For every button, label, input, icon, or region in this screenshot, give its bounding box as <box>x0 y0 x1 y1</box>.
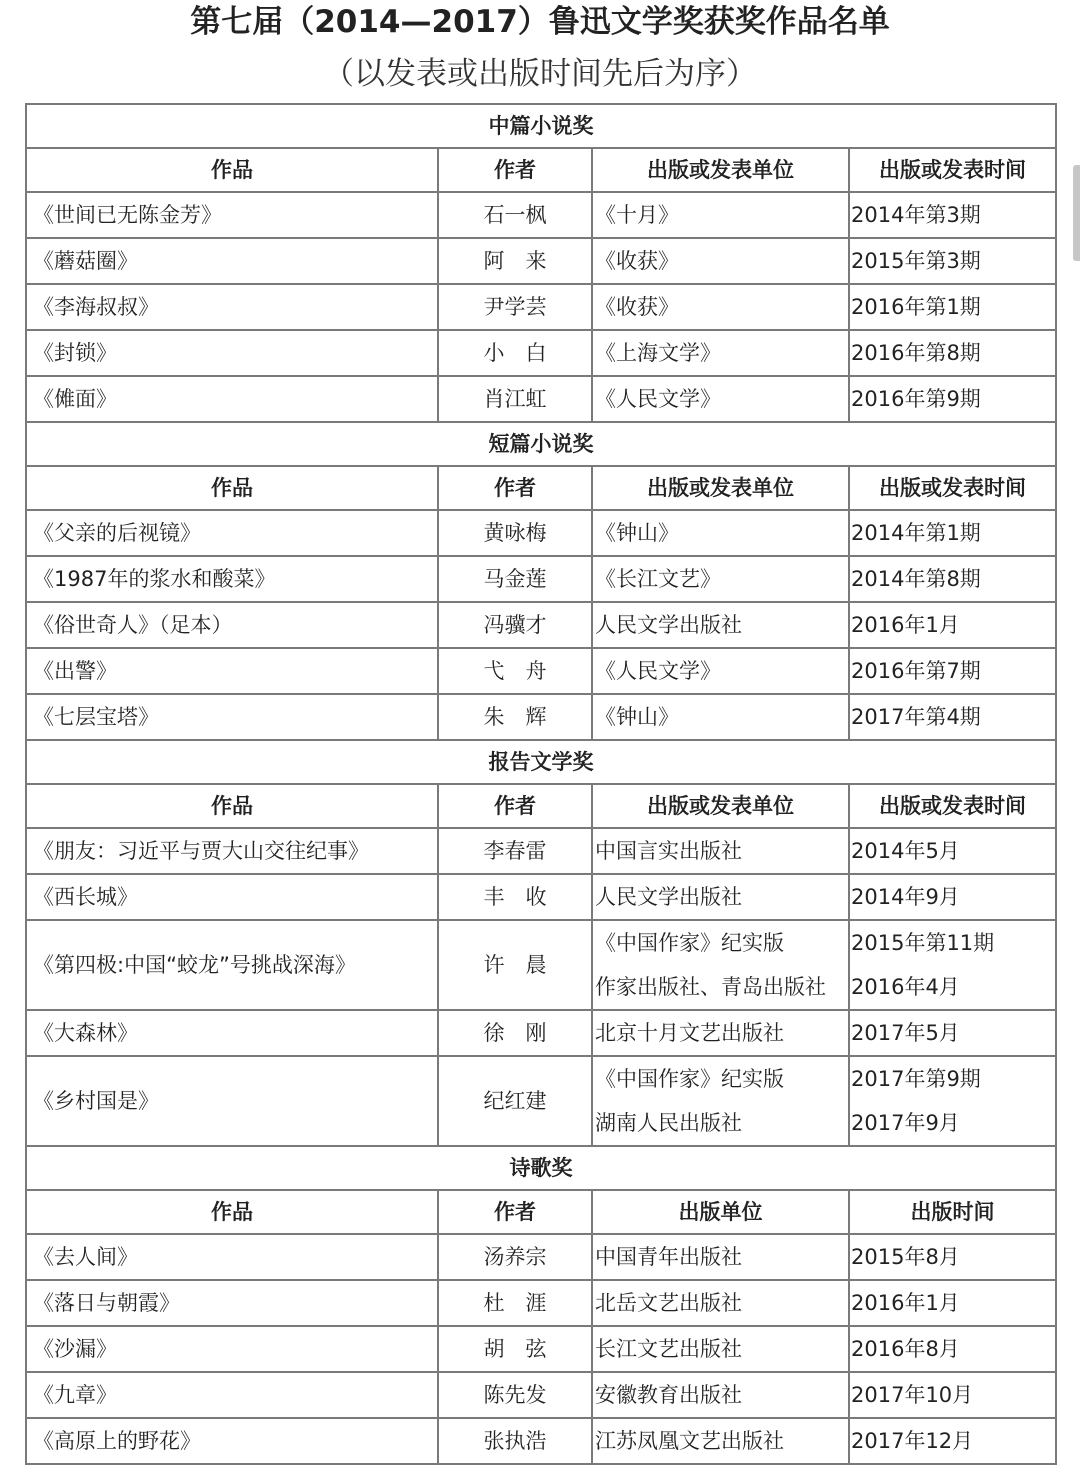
table-row <box>26 238 1056 284</box>
publisher-name: 江苏凤凰文艺出版社 <box>595 1429 784 1453</box>
table-row <box>26 648 1056 694</box>
column-header-row <box>26 466 1056 510</box>
author-name: 朱 辉 <box>438 694 592 740</box>
publisher-name: 安徽教育出版社 <box>595 1383 742 1407</box>
publish-time-cell <box>849 1010 1056 1056</box>
awards-table-body <box>26 104 1056 1464</box>
publisher-name: 《收获》 <box>595 249 679 273</box>
awards-table <box>25 103 1057 1465</box>
column-header-row <box>26 148 1056 192</box>
header-time: 出版时间 <box>849 1190 1056 1234</box>
table-row <box>26 510 1056 556</box>
header-author: 作者 <box>438 1190 592 1234</box>
table-row <box>26 1372 1056 1418</box>
publisher-name: 湖南人民出版社 <box>595 1111 742 1135</box>
publish-time-cell <box>849 192 1056 238</box>
publish-time: 2016年第9期 <box>851 387 981 411</box>
publish-time-cell <box>849 330 1056 376</box>
publisher-name: 作家出版社、青岛出版社 <box>595 975 826 999</box>
publisher-cell <box>592 510 849 556</box>
work-title: 《封锁》 <box>26 330 438 376</box>
publish-time: 2015年第3期 <box>851 249 981 273</box>
header-publisher: 出版或发表单位 <box>592 466 849 510</box>
publisher-cell <box>592 648 849 694</box>
publisher-name: 北京十月文艺出版社 <box>595 1021 784 1045</box>
publish-time: 2014年第8期 <box>851 567 981 591</box>
publish-time-cell <box>849 602 1056 648</box>
work-title: 《第四极:中国“蛟龙”号挑战深海》 <box>26 920 438 1010</box>
publisher-name: 《收获》 <box>595 295 679 319</box>
table-row <box>26 376 1056 422</box>
publisher-name: 北岳文艺出版社 <box>595 1291 742 1315</box>
header-time: 出版或发表时间 <box>849 148 1056 192</box>
section-title: 短篇小说奖 <box>26 422 1056 466</box>
work-title: 《沙漏》 <box>26 1326 438 1372</box>
author-name: 胡 弦 <box>438 1326 592 1372</box>
publisher-name: 《长江文艺》 <box>595 567 721 591</box>
publish-time: 2016年4月 <box>851 975 960 999</box>
work-title: 《落日与朝霞》 <box>26 1280 438 1326</box>
publisher-cell <box>592 1010 849 1056</box>
publish-time-cell <box>849 284 1056 330</box>
publish-time: 2016年8月 <box>851 1337 960 1361</box>
publisher-cell <box>592 1418 849 1464</box>
table-row <box>26 556 1056 602</box>
header-author: 作者 <box>438 148 592 192</box>
header-work: 作品 <box>26 784 438 828</box>
section-title: 诗歌奖 <box>26 1146 1056 1190</box>
work-title: 《世间已无陈金芳》 <box>26 192 438 238</box>
author-name: 小 白 <box>438 330 592 376</box>
publish-time-cell <box>849 1326 1056 1372</box>
table-row <box>26 284 1056 330</box>
author-name: 许 晨 <box>438 920 592 1010</box>
column-header-row <box>26 784 1056 828</box>
author-name: 陈先发 <box>438 1372 592 1418</box>
publish-time-cell <box>849 874 1056 920</box>
header-work: 作品 <box>26 148 438 192</box>
work-title: 《乡村国是》 <box>26 1056 438 1146</box>
header-work: 作品 <box>26 1190 438 1234</box>
publish-time: 2015年第11期 <box>851 931 995 955</box>
publisher-name: 《钟山》 <box>595 705 679 729</box>
publish-time-cell <box>849 828 1056 874</box>
table-row <box>26 1280 1056 1326</box>
work-title: 《李海叔叔》 <box>26 284 438 330</box>
work-title: 《西长城》 <box>26 874 438 920</box>
author-name: 阿 来 <box>438 238 592 284</box>
header-author: 作者 <box>438 466 592 510</box>
table-row <box>26 920 1056 1010</box>
work-title: 《去人间》 <box>26 1234 438 1280</box>
header-time: 出版或发表时间 <box>849 784 1056 828</box>
publish-time: 2017年5月 <box>851 1021 960 1045</box>
publisher-cell <box>592 694 849 740</box>
publish-time: 2016年1月 <box>851 1291 960 1315</box>
scrollbar-thumb[interactable] <box>1073 165 1080 261</box>
table-row <box>26 694 1056 740</box>
author-name: 石一枫 <box>438 192 592 238</box>
table-row <box>26 192 1056 238</box>
work-title: 《出警》 <box>26 648 438 694</box>
work-title: 《父亲的后视镜》 <box>26 510 438 556</box>
publish-time-cell <box>849 556 1056 602</box>
publish-time-cell <box>849 376 1056 422</box>
publish-time: 2017年10月 <box>851 1383 974 1407</box>
publish-time: 2014年第1期 <box>851 521 981 545</box>
publish-time: 2017年第4期 <box>851 705 981 729</box>
publisher-name: 长江文艺出版社 <box>595 1337 742 1361</box>
publisher-name: 《中国作家》纪实版 <box>595 1067 784 1091</box>
author-name: 黄咏梅 <box>438 510 592 556</box>
publisher-name: 人民文学出版社 <box>595 885 742 909</box>
publish-time: 2014年9月 <box>851 885 960 909</box>
table-row <box>26 874 1056 920</box>
publish-time-cell <box>849 1234 1056 1280</box>
table-row <box>26 1010 1056 1056</box>
author-name: 弋 舟 <box>438 648 592 694</box>
table-row <box>26 1234 1056 1280</box>
publisher-cell <box>592 556 849 602</box>
header-work: 作品 <box>26 466 438 510</box>
author-name: 徐 刚 <box>438 1010 592 1056</box>
header-publisher: 出版单位 <box>592 1190 849 1234</box>
publisher-cell <box>592 238 849 284</box>
section-title: 中篇小说奖 <box>26 104 1056 148</box>
publisher-cell <box>592 1056 849 1146</box>
publish-time-cell <box>849 920 1056 1010</box>
publisher-name: 中国言实出版社 <box>595 839 742 863</box>
publisher-cell <box>592 376 849 422</box>
publish-time-cell <box>849 510 1056 556</box>
publish-time: 2017年第9期 <box>851 1067 981 1091</box>
publish-time-cell <box>849 648 1056 694</box>
work-title: 《朋友：习近平与贾大山交往纪事》 <box>26 828 438 874</box>
author-name: 尹学芸 <box>438 284 592 330</box>
publish-time: 2016年第8期 <box>851 341 981 365</box>
author-name: 纪红建 <box>438 1056 592 1146</box>
publish-time: 2014年5月 <box>851 839 960 863</box>
author-name: 马金莲 <box>438 556 592 602</box>
work-title: 《俗世奇人》（足本） <box>26 602 438 648</box>
work-title: 《蘑菇圈》 <box>26 238 438 284</box>
table-row <box>26 828 1056 874</box>
page-subtitle: （以发表或出版时间先后为序） <box>323 56 757 92</box>
work-title: 《大森林》 <box>26 1010 438 1056</box>
publish-time: 2016年第7期 <box>851 659 981 683</box>
author-name: 冯骥才 <box>438 602 592 648</box>
section-title-row <box>26 740 1056 784</box>
header-time: 出版或发表时间 <box>849 466 1056 510</box>
column-header-row <box>26 1190 1056 1234</box>
publisher-cell <box>592 330 849 376</box>
publish-time: 2014年第3期 <box>851 203 981 227</box>
publisher-cell <box>592 1234 849 1280</box>
author-name: 张执浩 <box>438 1418 592 1464</box>
section-title-row <box>26 422 1056 466</box>
publish-time: 2016年第1期 <box>851 295 981 319</box>
section-title-row <box>26 104 1056 148</box>
publish-time-cell <box>849 1418 1056 1464</box>
publisher-cell <box>592 874 849 920</box>
publish-time-cell <box>849 694 1056 740</box>
table-row <box>26 1326 1056 1372</box>
publish-time-cell <box>849 1056 1056 1146</box>
section-title-row <box>26 1146 1056 1190</box>
work-title: 《高原上的野花》 <box>26 1418 438 1464</box>
publisher-name: 人民文学出版社 <box>595 613 742 637</box>
publisher-name: 中国青年出版社 <box>595 1245 742 1269</box>
work-title: 《九章》 <box>26 1372 438 1418</box>
table-row <box>26 602 1056 648</box>
table-row <box>26 330 1056 376</box>
publisher-name: 《钟山》 <box>595 521 679 545</box>
author-name: 杜 涯 <box>438 1280 592 1326</box>
publisher-cell <box>592 828 849 874</box>
work-title: 《七层宝塔》 <box>26 694 438 740</box>
publisher-name: 《上海文学》 <box>595 341 721 365</box>
work-title: 《傩面》 <box>26 376 438 422</box>
publisher-cell <box>592 1326 849 1372</box>
publish-time-cell <box>849 1372 1056 1418</box>
publish-time: 2017年12月 <box>851 1429 974 1453</box>
publish-time: 2016年1月 <box>851 613 960 637</box>
table-row <box>26 1056 1056 1146</box>
author-name: 李春雷 <box>438 828 592 874</box>
page-title: 第七届（2014—2017）鲁迅文学奖获奖作品名单 <box>190 4 890 40</box>
publisher-name: 《人民文学》 <box>595 387 721 411</box>
publish-time: 2017年9月 <box>851 1111 960 1135</box>
author-name: 丰 收 <box>438 874 592 920</box>
work-title: 《1987年的浆水和酸菜》 <box>26 556 438 602</box>
publish-time-cell <box>849 238 1056 284</box>
publisher-cell <box>592 602 849 648</box>
publisher-name: 《中国作家》纪实版 <box>595 931 784 955</box>
section-title: 报告文学奖 <box>26 740 1056 784</box>
header-publisher: 出版或发表单位 <box>592 148 849 192</box>
publisher-cell <box>592 192 849 238</box>
publisher-name: 《十月》 <box>595 203 679 227</box>
author-name: 肖江虹 <box>438 376 592 422</box>
publisher-name: 《人民文学》 <box>595 659 721 683</box>
publisher-cell <box>592 1280 849 1326</box>
table-row <box>26 1418 1056 1464</box>
publish-time: 2015年8月 <box>851 1245 960 1269</box>
author-name: 汤养宗 <box>438 1234 592 1280</box>
publish-time-cell <box>849 1280 1056 1326</box>
publisher-cell <box>592 1372 849 1418</box>
publisher-cell <box>592 920 849 1010</box>
header-publisher: 出版或发表单位 <box>592 784 849 828</box>
publisher-cell <box>592 284 849 330</box>
header-author: 作者 <box>438 784 592 828</box>
